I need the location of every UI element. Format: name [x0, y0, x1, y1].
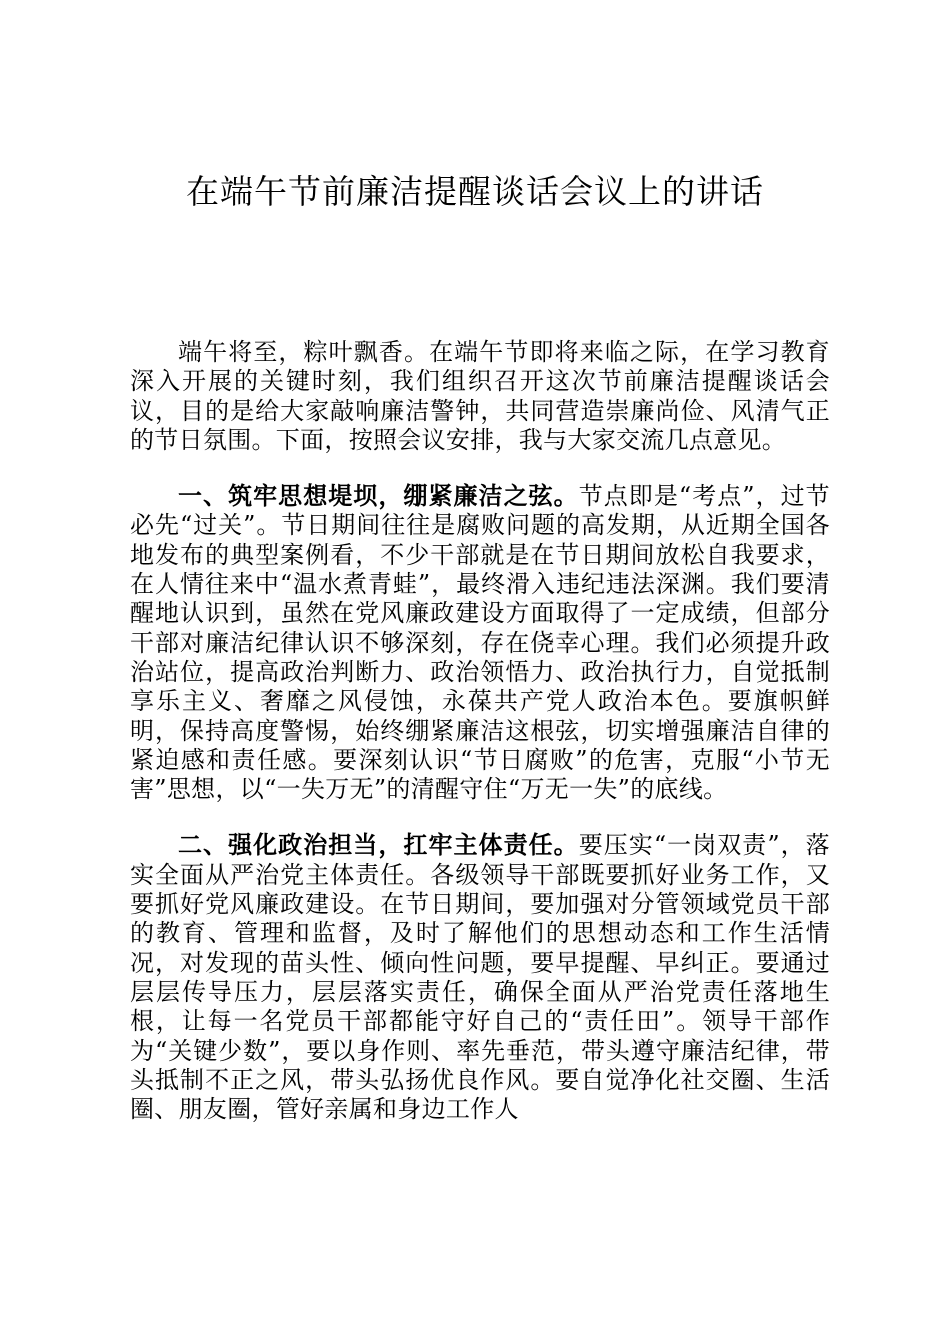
document-body	[130, 338, 830, 1150]
section-1-paragraph	[130, 481, 830, 804]
document-title: 在端午节前廉洁提醒谈话会议上的讲话	[186, 172, 764, 211]
intro-paragraph: 端午将至，粽叶飘香。在端午节即将来临之际，在学习教育深入开展的关键时刻，我们组织召开这次节前廉洁提醒谈话会议，目的是给大家敲响廉洁警钟，共同营造崇廉尚俭、风清气正的节日氛围。下面，按照会议安排，我与大家交流几点意见。	[130, 338, 830, 454]
section-1-heading: 一、筑牢思想堤坝，绷紧廉洁之弦。	[178, 481, 579, 511]
section-2-heading: 二、强化政治担当，扛牢主体责任。	[178, 830, 579, 860]
section-2-text: 要压实“一岗双责”，落实全面从严治党主体责任。各级领导干部既要抓好业务工作，又要抓好党风廉政建设。在节日期间，要加强对分管领域党员干部的教育、管理和监督，及时了解他们的思想动态和工作生活情况，对发现的苗头性、倾向性问题，要早提醒、早纠正。要通过层层传导压力，层层落实责任，确保全面从严治党责任落地生根，让每一名党员干部都能守好自己的“责任田”。领导干部作为“关键少数”，要以身作则、率先垂范，带头遵守廉洁纪律，带头抵制不正之风，带头弘扬优良作风。要自觉净化社交圈、生活圈、朋友圈，管好亲属和身边工作人	[130, 831, 830, 1124]
section-2-paragraph	[130, 830, 830, 1124]
section-1-text: 节点即是“考点”，过节必先“过关”。节日期间往往是腐败问题的高发期，从近期全国各地发布的典型案例看，不少干部就是在节日期间放松自我要求，在人情往来中“温水煮青蛙”，最终滑入违纪违法深渊。我们要清醒地认识到，虽然在党风廉政建设方面取得了一定成绩，但部分干部对廉洁纪律认识不够深刻，存在侥幸心理。我们必须提升政治站位，提高政治判断力、政治领悟力、政治执行力，自觉抵制享乐主义、奢靡之风侵蚀，永葆共产党人政治本色。要旗帜鲜明，保持高度警惕，始终绷紧廉洁这根弦，切实增强廉洁自律的紧迫感和责任感。要深刻认识“节日腐败”的危害，克服“小节无害”思想，以“一失万无”的清醒守住“万无一失”的底线。	[130, 482, 830, 804]
